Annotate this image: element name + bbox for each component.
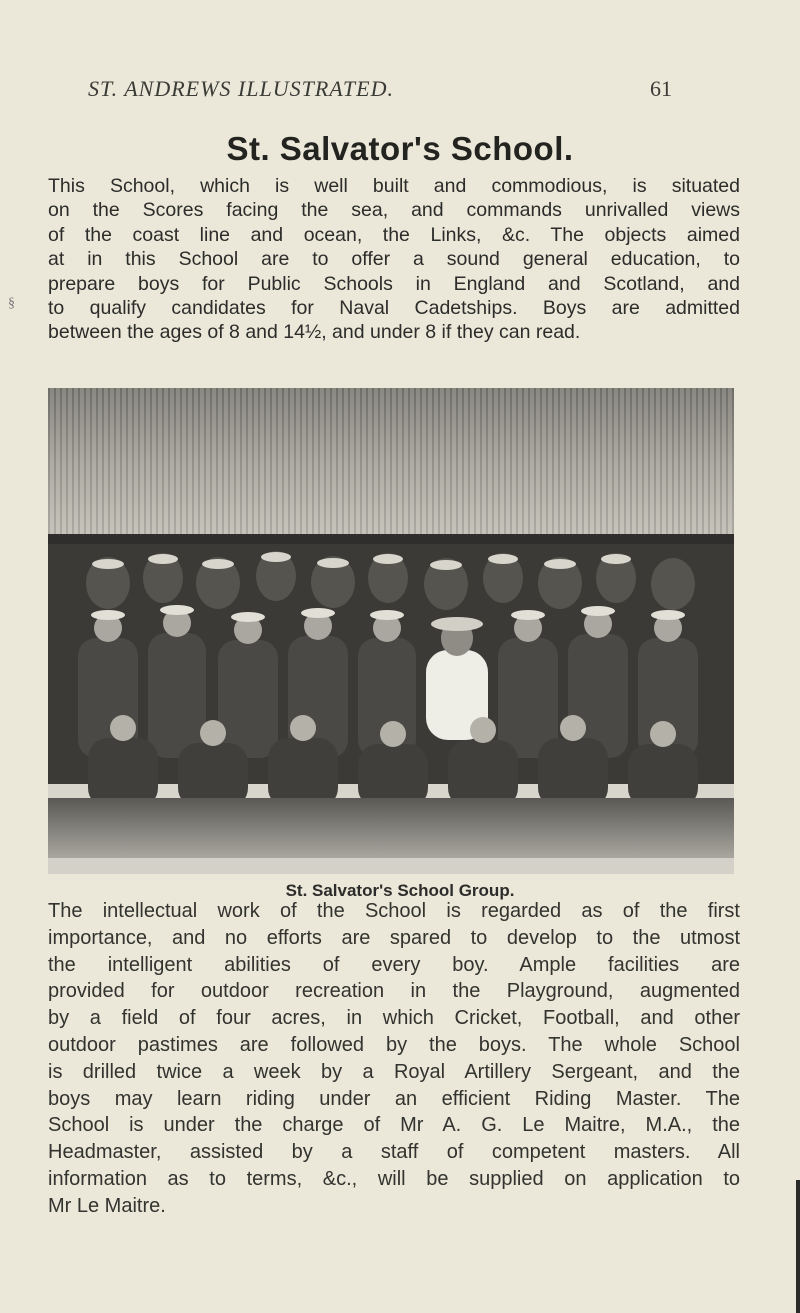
text-line: prepare boys for Public Schools in England and Scotland, and (48, 272, 740, 295)
text-line: Mr Le Maitre. (48, 1194, 166, 1217)
section-title: St. Salvator's School. (226, 130, 574, 167)
text-line: at in this School are to offer a sound general education, to (48, 248, 740, 271)
text-line: the intelligent abilities of every boy. Ample facilities are (48, 953, 740, 976)
text-line: information as to terms, &c., will be supplied on application to (48, 1167, 740, 1190)
running-head: ST. ANDREWS ILLUSTRATED. (88, 76, 394, 101)
page-number: 61 (650, 76, 672, 101)
text-line: of the coast line and ocean, the Links, &c. The objects aimed (48, 223, 740, 246)
text-line: to qualify candidates for Naval Cadetships. Boys are admitted (48, 297, 740, 320)
text-line: boys may learn riding under an efficient Riding Master. The (48, 1087, 740, 1110)
text-line: importance, and no efforts are spared to develop to the utmost (48, 926, 740, 949)
text-line: Headmaster, assisted by a staff of competent masters. All (48, 1141, 740, 1164)
text-line: between the ages of 8 and 14½, and under 8 if they can read. (48, 321, 581, 344)
margin-mark: § (8, 296, 15, 311)
text-line: provided for outdoor recreation in the Playground, augmented (48, 980, 740, 1003)
text-line: is drilled twice a week by a Royal Artillery Sergeant, and the (48, 1060, 740, 1083)
text-line: This School, which is well built and commodious, is situated (48, 175, 740, 197)
text-line: outdoor pastimes are followed by the boys. The whole School (48, 1033, 740, 1056)
intro-paragraph (48, 174, 740, 345)
body-paragraph (48, 898, 740, 1220)
text-line: School is under the charge of Mr A. G. Le Maitre, M.A., the (48, 1114, 740, 1137)
photo-caption: St. Salvator's School Group. (285, 881, 515, 900)
page-edge (796, 1180, 800, 1313)
text-line: The intellectual work of the School is regarded as of the first (48, 900, 740, 922)
text-line: on the Scores facing the sea, and commands unrivalled views (48, 199, 740, 222)
text-line: by a field of four acres, in which Cricket, Football, and other (48, 1007, 740, 1030)
group-photograph (48, 388, 734, 874)
